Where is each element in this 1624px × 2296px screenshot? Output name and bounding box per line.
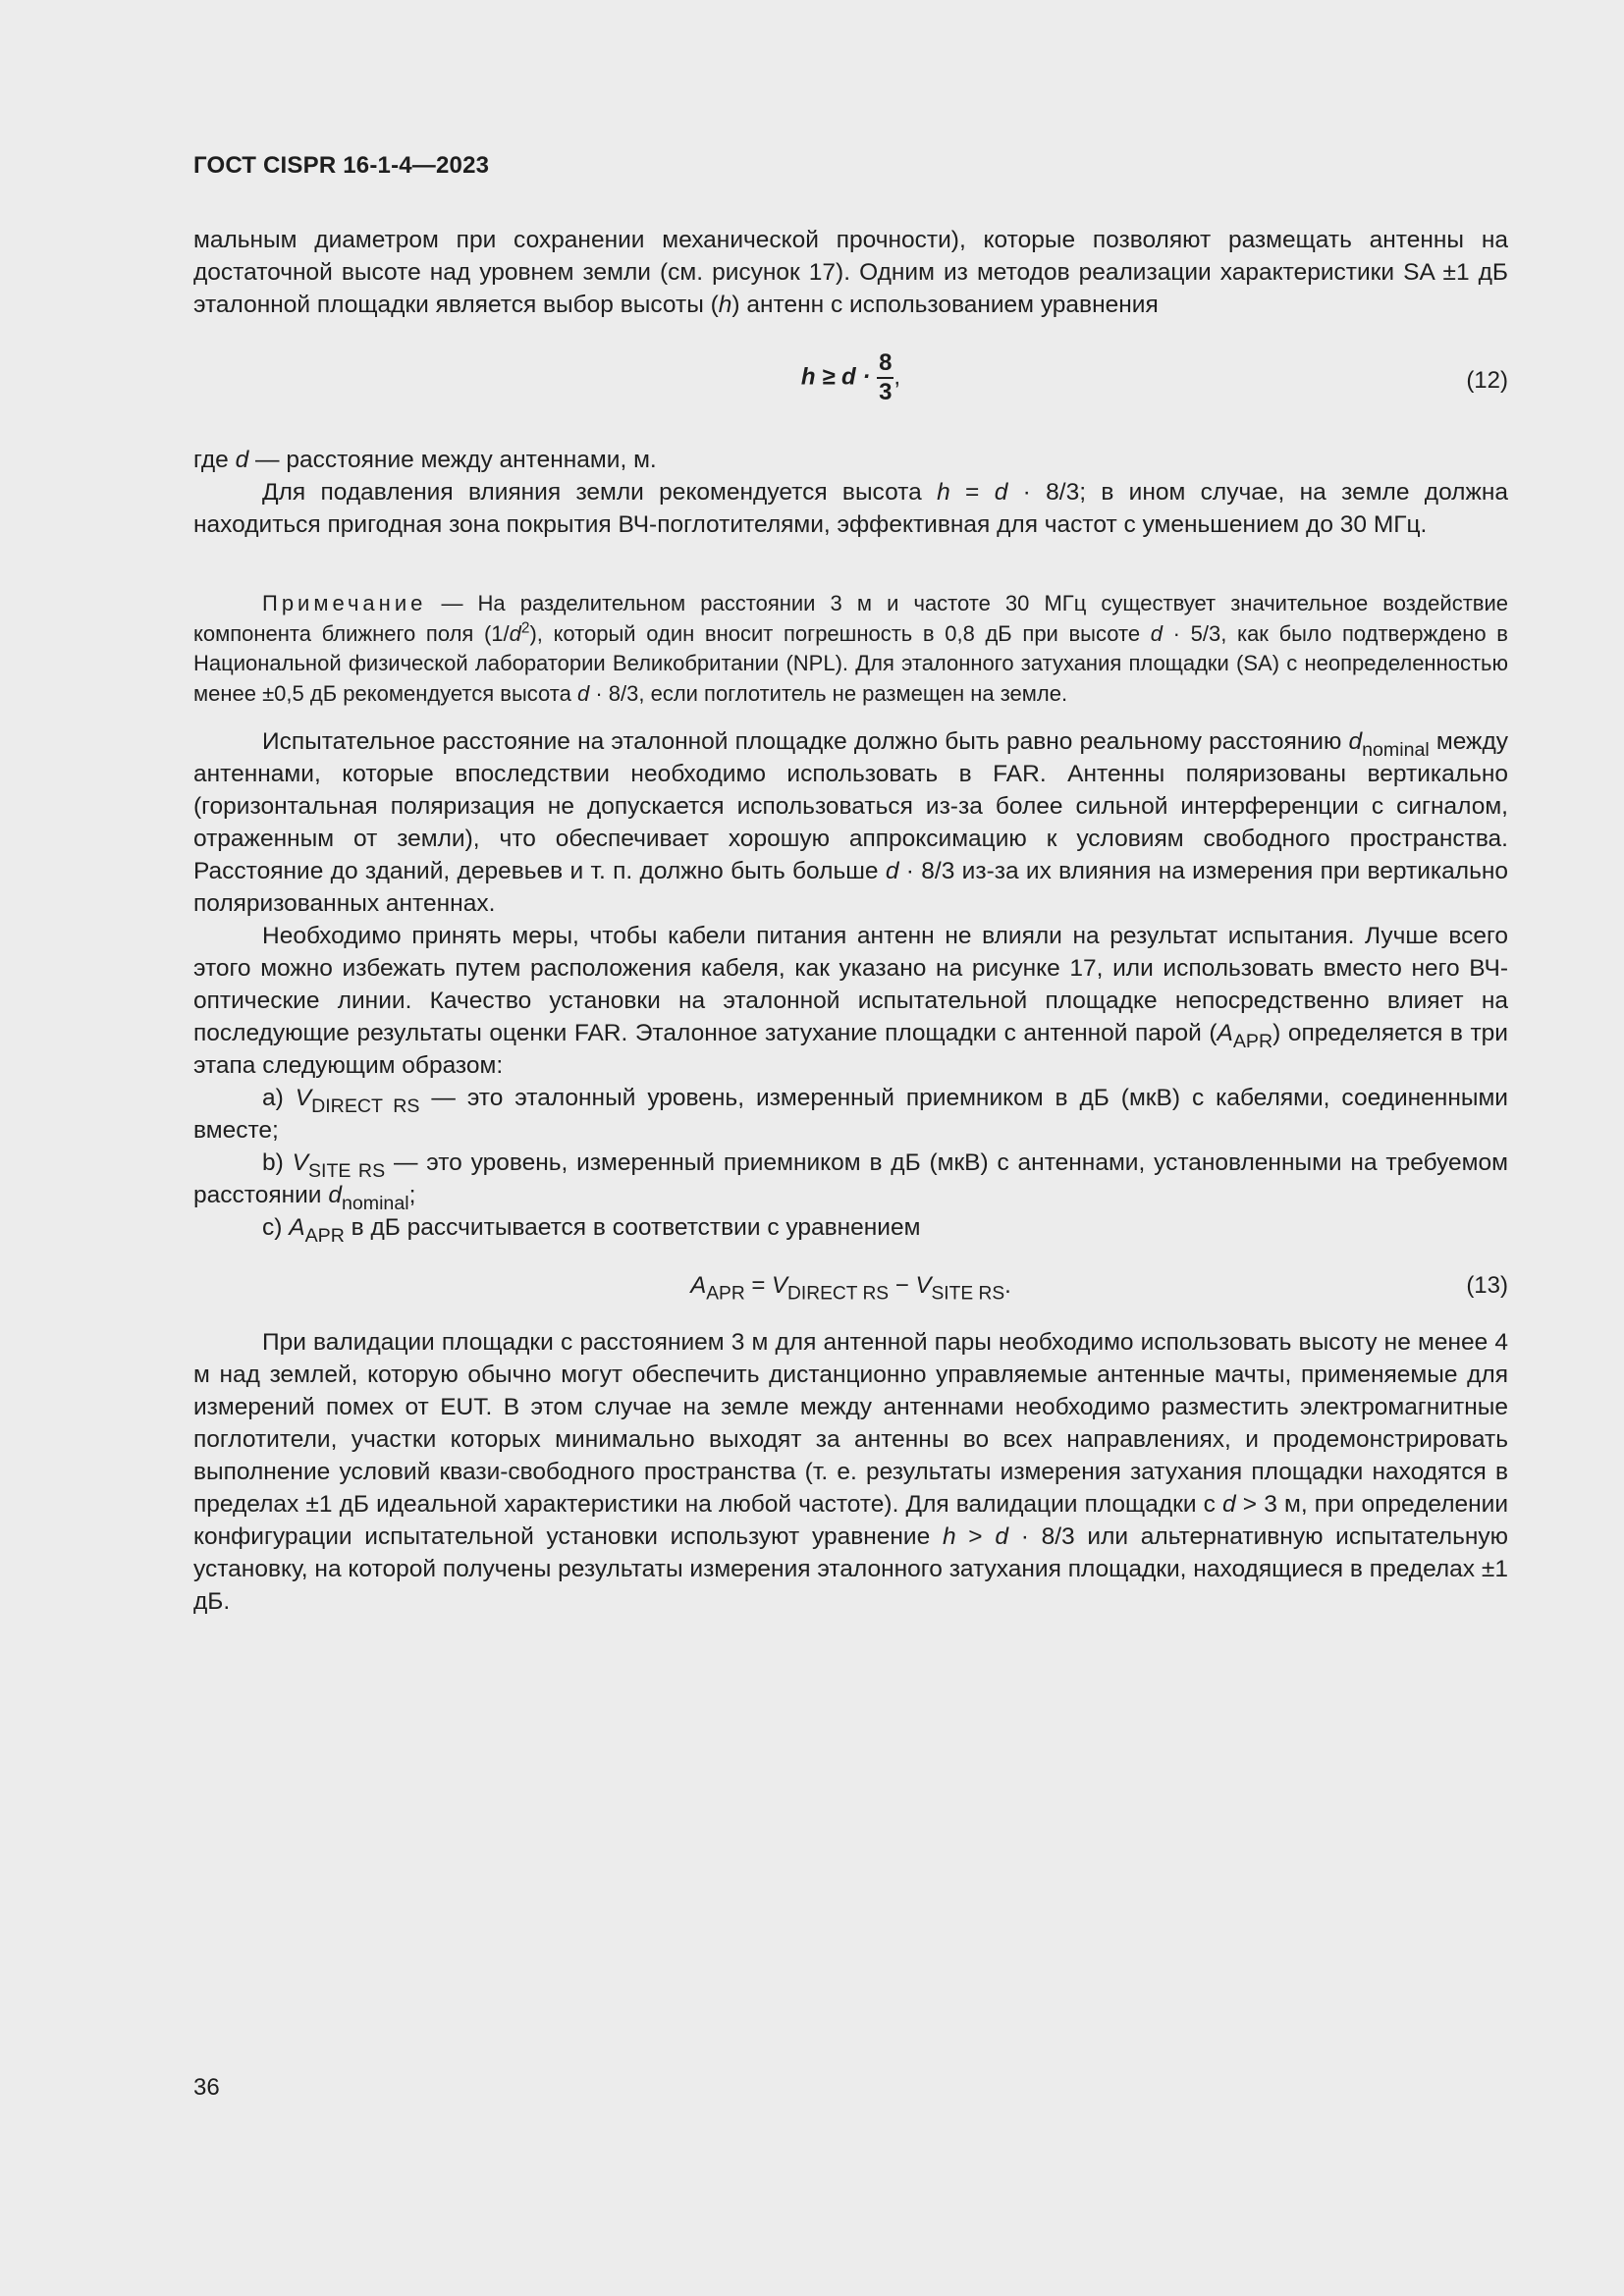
main-body: [193, 725, 1508, 1247]
note-block: Примечание — На разделительном расстоянии 3 м и частоте 30 МГц существует значительное воздействие компонента ближнего поля $(1/d^2)$, который один вносит погрешность в 0,8 дБ при высоте d · 5/3, как было подтверждено в Национальной физической лаборатории Великобритании (NPL). Для эталонного затухания площадки (SA) с неопределенностью менее ±0,5 дБ рекомендуется высота d · 8/3, если поглотитель не размещен на земле.: [193, 591, 1508, 706]
equation-number-12: (12): [1466, 367, 1508, 394]
paragraph-cables: Необходимо принять меры, чтобы кабели питания антенн не влияли на результат испытания. Лучше всего этого можно избежать путем расположения кабеля, как указано на рисунке 17, или использовать вместо него ВЧ-оптические линии. Качество установки на эталонной испытательной площадке непосредственно влияет на последующие результаты оценки FAR. Эталонное затухание площадки с антенной парой $(A_{APR})$ определяется в три этапа следующим образом:: [193, 923, 1508, 1079]
page-number: 36: [193, 2074, 220, 2101]
formula-13: [193, 1272, 1508, 1311]
list-item-a: a) $V_{DIRECT RS}$ — это эталонный уровень, измеренный приемником в дБ (мкВ) с кабелями, соединенными вместе;: [193, 1085, 1508, 1144]
formula-13-expression: $A_{APR} = V_{DIRECT RS} - V_{SITE RS}$.: [690, 1272, 1011, 1305]
formula-12-expression: h ≥ d · $\frac{8}{3}$ ,: [800, 349, 901, 405]
formula-12-lhs: h ≥ d ·: [800, 363, 871, 391]
document-header: ГОСТ CISPR 16-1-4—2023: [193, 152, 490, 179]
paragraph-where: где d — расстояние между антеннами, м. Для подавления влияния земли рекомендуется высота h = d · 8/3; в ином случае, на земле должна находиться пригодная зона покрытия ВЧ-поглотителями, эффективная для частот с уменьшением до 30 МГц.: [193, 444, 1508, 541]
formula-12-fraction: $\frac{8}{3}$: [879, 349, 893, 405]
paragraph-validation: При валидации площадки с расстоянием 3 м для антенной пары необходимо использовать высоту не менее 4 м над землей, которую обычно могут обеспечить дистанционно управляемые антенные мачты, применяемые для измерений помех от EUT. В этом случае на земле между антеннами необходимо разместить электромагнитные поглотители, участки которых минимально выходят за антенны во всех направлениях, и продемонстрировать выполнение условий квази-свободного пространства (т. е. результаты измерения затухания площадки находятся в пределах ±1 дБ идеальной характеристики на любой частоте). Для валидации площадки с d > 3 м, при определении конфигурации испытательной установки используют уравнение h > d · 8/3 или альтернативную испытательную установку, на которой получены результаты измерения эталонного затухания площадки, находящиеся в пределах ±1 дБ.: [193, 1329, 1509, 1615]
formula-12: [193, 349, 1508, 408]
list-item-b: b) $V_{SITE RS}$ — это уровень, измеренный приемником в дБ (мкВ) с антеннами, установленными на требуемом расстоянии $d_{nominal}$;: [193, 1149, 1508, 1214]
paragraph-ground-suppression: Для подавления влияния земли рекомендуется высота h = d · 8/3; в ином случае, на земле должна находиться пригодная зона покрытия ВЧ-поглотителями, эффективная для частот с уменьшением до 30 МГц.: [193, 479, 1509, 538]
paragraph-test-distance: Испытательное расстояние на эталонной площадке должно быть равно реальному расстоянию $d_{nominal}$ между антеннами, которые впоследствии необходимо использовать в FAR. Антенны поляризованы вертикально (горизонтальная поляризация не допускается использоваться из-за более сильной интерференции с сигналом, отраженным от земли), что обеспечивает хорошую аппроксимацию к условиям свободного пространства. Расстояние до зданий, деревьев и т. п. должно быть больше d · 8/3 из-за их влияния на измерения при вертикально поляризованных антеннах.: [193, 728, 1508, 917]
list-item-c: c) $A_{APR}$ в дБ рассчитывается в соответствии с уравнением: [262, 1214, 921, 1247]
paragraph-intro: мальным диаметром при сохранении механической прочности), которые позволяют размещать антенны на достаточной высоте над уровнем земли (см. рисунок 17). Одним из методов реализации характеристики SA ±1 дБ эталонной площадки является выбор высоты (h) антенн с использованием уравнения: [193, 227, 1508, 318]
equation-number-13: (13): [1466, 1272, 1508, 1299]
note-label: Примечание: [262, 591, 427, 615]
